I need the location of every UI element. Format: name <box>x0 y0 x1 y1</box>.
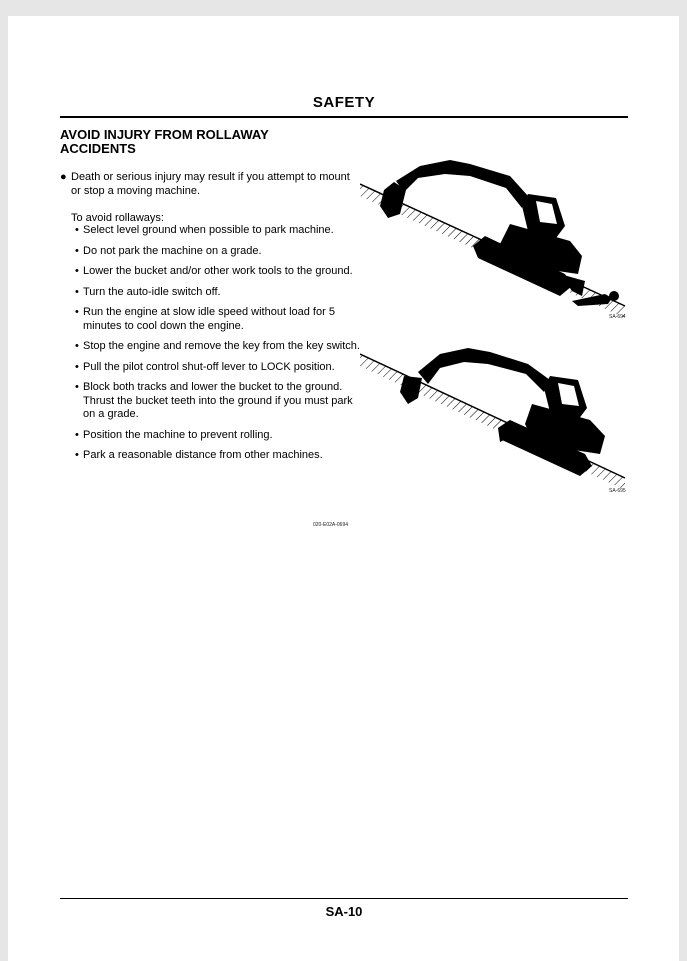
list-item: • Turn the auto-idle switch off. <box>75 285 221 298</box>
figure-code: SA-694 <box>609 314 626 320</box>
step-mark: • <box>75 340 79 352</box>
list-item: • Select level ground when possible to park machine. <box>75 224 334 236</box>
section-title <box>60 128 330 156</box>
step-mark: • <box>75 381 79 393</box>
list-item: • Position the machine to prevent rolling. <box>75 428 273 441</box>
excavator-rolling-over-person-illustration <box>360 146 630 320</box>
step-mark: • <box>75 285 79 298</box>
list-item: • Do not park the machine on a grade. <box>75 244 262 257</box>
step-mark: • <box>75 360 79 373</box>
list-item: • Block both tracks and lower the bucket to the ground. Thrust the bucket teeth into the ground if you must park on a grade. <box>75 381 353 420</box>
steps-list <box>71 224 361 470</box>
list-item: • Stop the engine and remove the key from the key switch. <box>75 340 360 352</box>
list-item: • Lower the bucket and/or other work tools to the ground. <box>75 265 353 277</box>
document-ref-code: 020-E02A-0694 <box>313 522 349 528</box>
document-page <box>8 16 679 961</box>
header-rule <box>60 116 628 118</box>
warning-text: Death or serious injury may result if you attempt to mount or stop a moving machine. <box>71 171 350 197</box>
section-title-line2: ACCIDENTS <box>60 141 136 156</box>
bullet-dot-icon: ● <box>60 171 67 183</box>
step-mark: • <box>75 428 79 441</box>
page-number: SA-10 <box>325 904 363 919</box>
warning-bullet <box>60 170 350 198</box>
step-mark: • <box>75 449 79 461</box>
list-item: • Run the engine at slow idle speed without load for 5 minutes to cool down the engine. <box>75 306 335 332</box>
step-mark: • <box>75 265 79 277</box>
steps-intro: To avoid rollaways: <box>71 212 164 224</box>
footer-rule <box>60 898 628 899</box>
step-mark: • <box>75 306 79 318</box>
list-item: • Pull the pilot control shut-off lever to LOCK position. <box>75 360 335 373</box>
list-item: • Park a reasonable distance from other machines. <box>75 449 323 461</box>
page-header-title: SAFETY <box>312 94 376 111</box>
step-mark: • <box>75 224 79 236</box>
excavator-parked-on-slope-illustration <box>360 332 630 494</box>
section-title-line1: AVOID INJURY FROM ROLLAWAY <box>60 127 269 142</box>
figure-code: SA-695 <box>609 488 626 494</box>
step-mark: • <box>75 244 79 257</box>
